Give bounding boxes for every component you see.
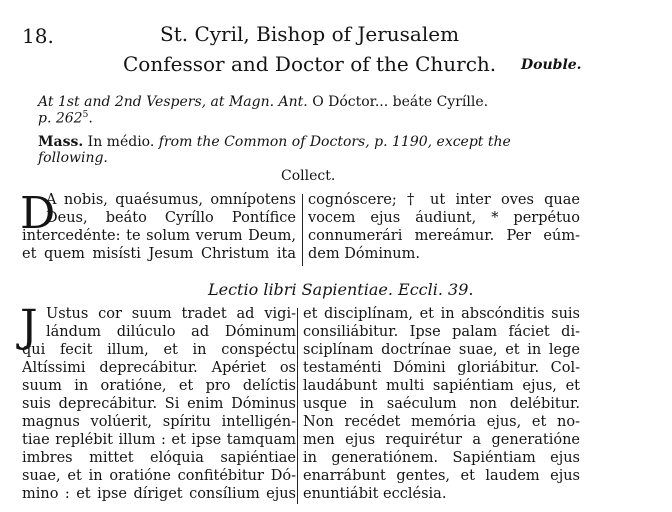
lectio-left-line: suae, et in oratióne confitébitur Dó- bbox=[22, 468, 296, 484]
lectio-right-line: et disciplínam, et in abscónditis suis bbox=[303, 306, 580, 322]
lectio-right-line: enuntiábit ecclésia. bbox=[303, 486, 447, 502]
collect-dropcap: D bbox=[20, 188, 56, 239]
lectio-right-line: testaménti Dómini gloriábitur. Col- bbox=[303, 360, 580, 376]
collect-left-line: Deus, beáto Cyríllo Pontífice bbox=[46, 210, 296, 226]
page-ref-sup: 5 bbox=[82, 110, 89, 120]
lectio-left-line: suum in oratióne, et pro delíctis bbox=[22, 378, 296, 394]
lectio-left-line: magnus volúerit, spíritu intelligén- bbox=[22, 414, 296, 430]
lectio-right-line: in generatiónem. Sapiéntiam ejus bbox=[303, 450, 580, 466]
vespers-instruction: At 1st and 2nd Vespers, at Magn. Ant. bbox=[38, 94, 308, 110]
lectio-left-line: mino : et ipse díriget consílium ejus bbox=[22, 486, 296, 502]
lectio-right-line: laudábunt multi sapiéntiam ejus, et bbox=[303, 378, 580, 394]
page-ref-end: . bbox=[88, 110, 93, 127]
lectio-heading: Lectio libri Sapientiae. Eccli. 39. bbox=[208, 280, 474, 299]
collect-left-line: et quem misísti Jesum Christum ita bbox=[22, 246, 296, 262]
mass-label: Mass. bbox=[38, 134, 84, 150]
lectio-column-divider bbox=[297, 308, 298, 504]
collect-column-divider bbox=[302, 194, 303, 266]
collect-left-line: A nobis, quaésumus, omnípotens bbox=[46, 192, 296, 208]
collect-heading: Collect. bbox=[281, 168, 336, 184]
lectio-left-line: imbres mittet elóquia sapiéntiae bbox=[22, 450, 296, 466]
lectio-right-line: Non recédet memória ejus, et no- bbox=[303, 414, 580, 430]
vespers-page-ref bbox=[38, 110, 93, 127]
lectio-right-line: sciplínam doctrínae suae, et in lege bbox=[303, 342, 580, 358]
mass-instruction-end: following. bbox=[38, 150, 108, 166]
lectio-left-line: tiae replébit illum : et ipse tamquam bbox=[22, 432, 296, 448]
lectio-dropcap: J bbox=[20, 301, 38, 352]
feast-rank: Double. bbox=[521, 57, 582, 73]
magnificat-antiphon: O Dóctor... beáte Cyrílle. bbox=[312, 94, 489, 110]
page-ref-text: p. 262 bbox=[38, 110, 83, 127]
vespers-rubric bbox=[38, 94, 488, 110]
lectio-right-line: men ejus requirétur a generatióne bbox=[303, 432, 580, 448]
lectio-left-line: Ustus cor suum tradet ad vigi- bbox=[46, 306, 296, 322]
collect-right-line: dem Dóminum. bbox=[308, 246, 420, 262]
lectio-left-line: lándum dilúculo ad Dóminum bbox=[46, 324, 296, 340]
feast-number: 18. bbox=[22, 24, 54, 48]
feast-subtitle: Confessor and Doctor of the Church. bbox=[123, 52, 497, 76]
collect-left-line: intercedénte: te solum verum Deum, bbox=[22, 228, 296, 244]
feast-title: St. Cyril, Bishop of Jerusalem bbox=[160, 22, 460, 46]
mass-introit: In médio. bbox=[87, 134, 155, 150]
collect-right-line: vocem ejus áudiunt, * perpétuo bbox=[308, 210, 580, 226]
lectio-left-line: Altíssimi deprecábitur. Apériet os bbox=[22, 360, 296, 376]
lectio-left-line: suis deprecábitur. Si enim Dóminus bbox=[22, 396, 296, 412]
lectio-right-line: usque in saéculum non delébitur. bbox=[303, 396, 580, 412]
lectio-right-line: consiliábitur. Ipse palam fáciet di- bbox=[303, 324, 580, 340]
collect-right-line: connumerári mereámur. Per eúm- bbox=[308, 228, 580, 244]
mass-instruction: from the Common of Doctors, p. 1190, except the bbox=[158, 134, 511, 150]
mass-rubric bbox=[38, 134, 511, 150]
mass-rubric-end bbox=[38, 150, 108, 166]
collect-right-line: cognóscere; † ut inter oves quae bbox=[308, 192, 580, 208]
lectio-left-line: qui fecit illum, et in conspéctu bbox=[22, 342, 296, 358]
lectio-right-line: enarrábunt gentes, et laudem ejus bbox=[303, 468, 580, 484]
